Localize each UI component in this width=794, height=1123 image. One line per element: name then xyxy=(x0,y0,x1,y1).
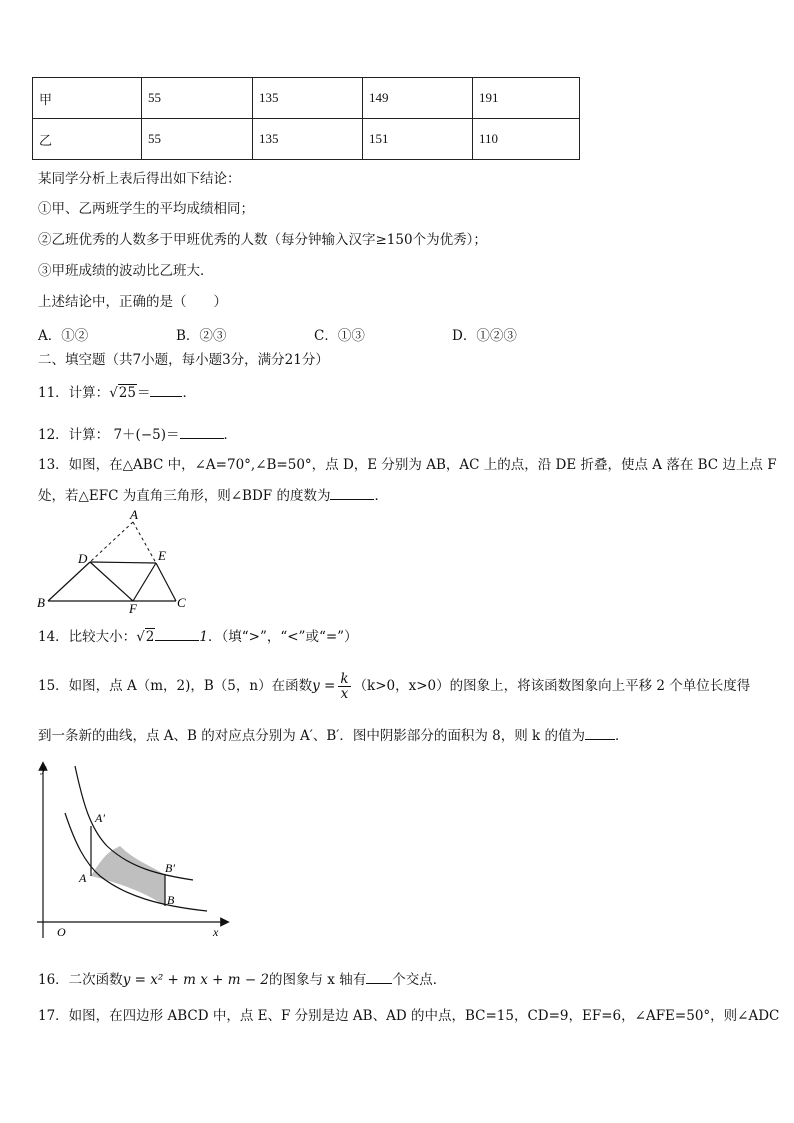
table-cell: 甲 xyxy=(33,78,142,119)
label-a: A xyxy=(130,507,138,522)
label-o: O xyxy=(57,925,66,939)
q16-prefix: 16．二次函数 xyxy=(38,972,123,988)
q14-suffix: ．（填“>”，“<”或“=”） xyxy=(207,629,358,645)
fraction-k-over-x xyxy=(338,672,350,701)
option-a[interactable]: A．①② xyxy=(38,328,89,344)
conclusion-1: ①甲、乙两班学生的平均成绩相同； xyxy=(38,201,254,217)
option-c[interactable]: C．①③ xyxy=(314,328,365,344)
question-15 xyxy=(38,672,750,701)
dashed-line-ae xyxy=(133,522,156,563)
label-b: B xyxy=(37,595,45,610)
fraction-numerator: k xyxy=(340,671,349,687)
section-title: 二、填空题（共7小题，每小题3分，满分21分） xyxy=(38,352,329,368)
q11-equals: ＝ xyxy=(136,385,151,401)
answer-blank[interactable] xyxy=(366,970,392,984)
answer-blank[interactable] xyxy=(180,425,224,439)
sqrt-symbol: √ xyxy=(109,385,118,401)
table-cell: 135 xyxy=(253,78,363,119)
q15-end: ． xyxy=(615,728,629,744)
label-a: A xyxy=(79,871,87,885)
label-x: x xyxy=(213,925,219,939)
triangle-figure xyxy=(30,505,200,615)
analysis-intro: 某同学分析上表后得出如下结论： xyxy=(38,171,241,187)
line-bd xyxy=(48,562,90,601)
table-cell: 151 xyxy=(363,119,473,160)
q13-line-2: 处，若△EFC 为直角三角形，则∠BDF 的度数为 xyxy=(38,488,331,504)
question-15-line-2 xyxy=(38,726,629,745)
option-d[interactable]: D．①②③ xyxy=(452,328,517,344)
line-de xyxy=(90,562,156,563)
q13-end: ． xyxy=(374,488,388,504)
answer-blank[interactable] xyxy=(155,627,199,641)
function-graph xyxy=(35,758,235,948)
label-b-prime: B′ xyxy=(165,861,175,875)
label-d: D xyxy=(78,551,88,566)
table-cell: 55 xyxy=(142,78,253,119)
table-row xyxy=(33,119,580,160)
line-df xyxy=(90,562,133,601)
answer-blank[interactable] xyxy=(585,726,615,740)
question-14 xyxy=(38,627,358,646)
label-b: B xyxy=(167,893,175,907)
q14-one: 1 xyxy=(199,629,208,645)
question-17: 17．如图，在四边形 ABCD 中，点 E、F 分别是边 AB、AD 的中点，BC=15，CD=9，EF=6，∠AFE=50°，则∠ADC xyxy=(38,1008,780,1024)
table-row xyxy=(33,78,580,119)
q15-yeq: y = xyxy=(312,678,336,694)
dashed-line-ad xyxy=(90,522,133,562)
q15-part1: 15．如图，点 A（m，2)，B（5，n）在函数 xyxy=(38,678,313,694)
line-ec xyxy=(156,563,176,601)
q12-end: ． xyxy=(223,427,237,443)
label-c: C xyxy=(177,595,186,610)
q14-prefix: 14．比较大小： xyxy=(38,629,137,645)
table-cell: 乙 xyxy=(33,119,142,160)
table-cell: 149 xyxy=(363,78,473,119)
question-13 xyxy=(38,486,388,505)
q11-end: ． xyxy=(182,385,196,401)
score-table xyxy=(32,77,580,160)
q16-end: 个交点． xyxy=(392,972,447,988)
table-cell: 110 xyxy=(473,119,580,160)
question-12 xyxy=(38,425,237,444)
q12-text: 12．计算： 7＋(−5)＝ xyxy=(38,427,180,443)
q16-formula: y = x² + m x + m − 2 xyxy=(122,972,270,988)
label-y: y xyxy=(41,761,47,775)
q11-radicand: 25 xyxy=(118,385,136,401)
label-e: E xyxy=(158,548,166,563)
shaded-region xyxy=(91,846,165,906)
label-a-prime: A′ xyxy=(95,811,105,825)
table-cell: 135 xyxy=(253,119,363,160)
conclusion-2: ②乙班优秀的人数多于甲班优秀的人数（每分钟输入汉字≥150个为优秀）； xyxy=(38,232,487,248)
fraction-denominator: x xyxy=(340,686,349,702)
q15-line-2: 到一条新的曲线，点 A、B 的对应点分别为 A′、B′．图中阴影部分的面积为 8，则 k 的值为 xyxy=(38,728,585,744)
question-11 xyxy=(38,383,196,402)
table-cell: 191 xyxy=(473,78,580,119)
q14-radicand: 2 xyxy=(145,629,155,645)
question-stem: 上述结论中，正确的是（ ） xyxy=(38,294,227,310)
option-b[interactable]: B．②③ xyxy=(176,328,227,344)
question-16 xyxy=(38,970,446,989)
table-cell: 55 xyxy=(142,119,253,160)
answer-blank[interactable] xyxy=(150,383,182,397)
answer-blank[interactable] xyxy=(330,486,374,500)
sqrt-symbol: √ xyxy=(136,629,145,645)
q15-part2: （k>0，x>0）的图象上，将该函数图象向上平移 2 个单位长度得 xyxy=(353,678,751,694)
q11-prefix: 11．计算： xyxy=(38,385,110,401)
q13-line-1: 13．如图，在△ABC 中，∠A=70°,∠B=50°，点 D，E 分别为 AB，AC 上的点，沿 DE 折叠，使点 A 落在 BC 边上点 F xyxy=(38,457,777,473)
label-f: F xyxy=(129,601,137,615)
conclusion-3: ③甲班成绩的波动比乙班大． xyxy=(38,263,214,279)
line-ef xyxy=(133,563,156,601)
q16-mid: 的图象与 x 轴有 xyxy=(269,972,367,988)
